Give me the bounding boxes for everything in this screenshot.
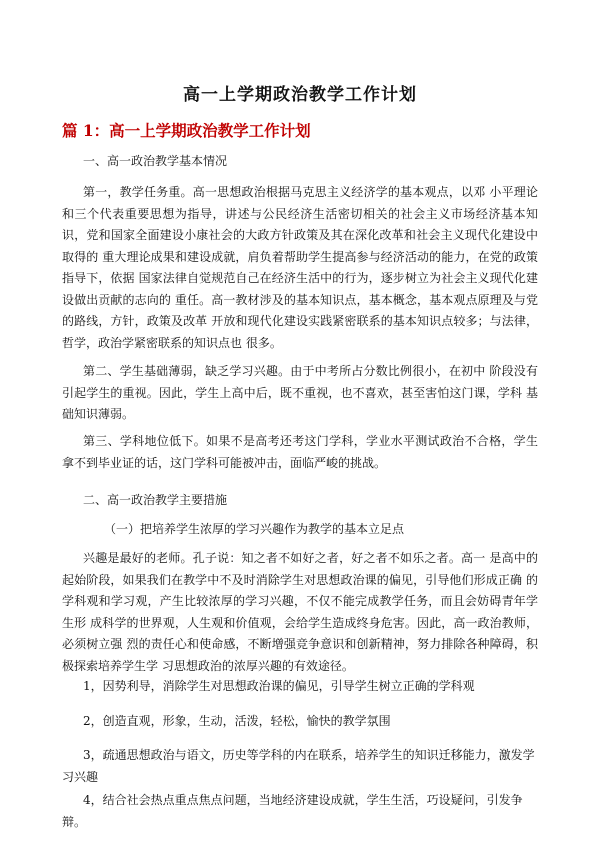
paragraph-subject-status: 第三、学科地位低下。如果不是高考还考这门学科，学业水平测试政治不合格，学生拿不到毕业证的话，这门学科可能被冲击，面临严峻的挑战。 bbox=[62, 434, 538, 470]
list-item-4: 4，结合社会热点重点焦点问题，当地经济建设成就，学生生活，巧设疑问，引发争辩。 bbox=[62, 793, 523, 829]
paragraph-interest: 兴趣是最好的老师。孔子说：知之者不如好之者，好之者不如乐之者。高一 是高中的起始阶段，如果我们在教学中不及时消除学生对思想政治课的偏见，引导他们形成正确 的学科观和学习观，产生比较浓厚的学习兴趣，不仅不能完成教学任务，而且会妨碍青年学生形 成科学的世界观，人生观和价值观，会给学生造成终身危害。因此，高一政治教师，必须树立强 烈的责任心和使命感，不断增强竞争意识和创新精神，努力排除各种障碍，积极探索培养学生学 习思想政治的浓厚兴趣的有效途径。 bbox=[62, 551, 538, 673]
list-item-3: 3，疏通思想政治与语文，历史等学科的内在联系，培养学生的知识迁移能力，激发学习兴趣 bbox=[62, 748, 535, 784]
article-subtitle: 篇 1：高一上学期政治教学工作计划 bbox=[62, 121, 311, 140]
subsection-heading: （一）把培养学生浓厚的学习兴趣作为教学的基本立足点 bbox=[104, 522, 405, 536]
list-item-2: 2，创造直观，形象，生动，活泼，轻松，愉快的教学氛围 bbox=[83, 714, 391, 728]
section-heading-1: 一、高一政治教学基本情况 bbox=[83, 154, 228, 168]
page-title: 高一上学期政治教学工作计划 bbox=[183, 85, 417, 105]
section-heading-2: 二、高一政治教学主要措施 bbox=[83, 493, 228, 507]
paragraph-student-foundation: 第二、学生基础薄弱，缺乏学习兴趣。由于中考所占分数比例很小，在初中 阶段没有引起学生的重视。因此，学生上高中后，既不重视，也不喜欢，甚至害怕这门课，学科 基础知识薄弱。 bbox=[62, 364, 538, 421]
list-item-1: 1，因势利导，消除学生对思想政治课的偏见，引导学生树立正确的学科观 bbox=[83, 679, 475, 693]
paragraph-teaching-task: 第一，教学任务重。高一思想政治根据马克思主义经济学的基本观点，以邓 小平理论和三个代表重要思想为指导，讲述与公民经济生活密切相关的社会主义市场经济基本知 识，党和国家全面建设小康社会的大政方针政策及其在深化改革和社会主义现代化建设中取得的 重大理论成果和建设成就，肩负着帮助学生提高参与经济活动的能力，在党的政策指导下，依据 国家法律自觉规范自己在经济生活中的行为，逐步树立为社会主义现代化建设做出贡献的志向的 重任。高一教材涉及的基本知识点，基本概念，基本观点原理及与党的路线，方针，政策及改革 开放和现代化建设实践紧密联系的基本知识点较多；与法律，哲学，政治学紧密联系的知识点也 很多。 bbox=[62, 185, 538, 350]
